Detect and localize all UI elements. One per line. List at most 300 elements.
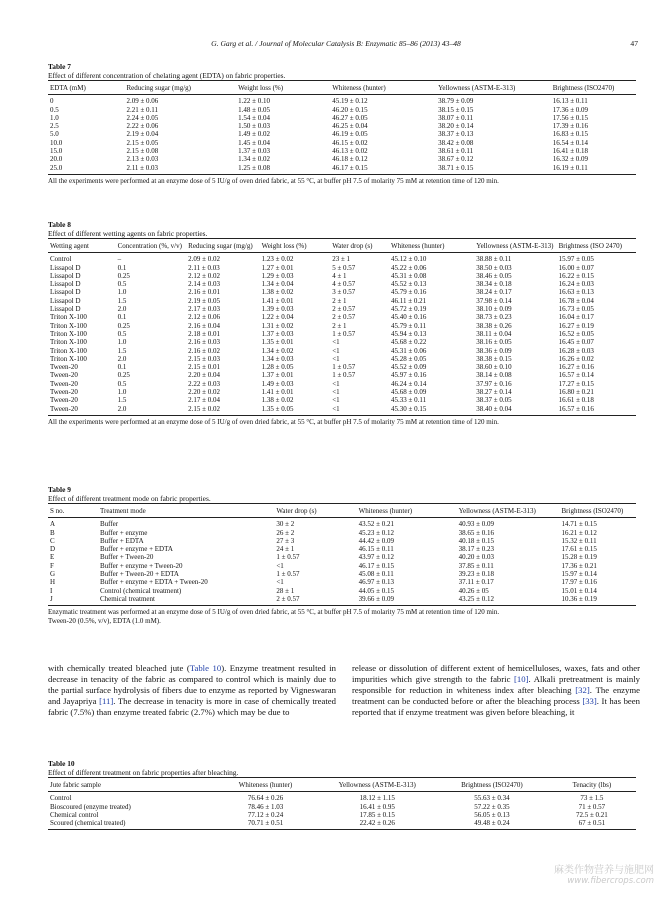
table-row bbox=[48, 803, 636, 811]
column-header: Yellowness (ASTM-E-313) bbox=[458, 507, 536, 515]
table-cell: 38.88 ± 0.11 bbox=[476, 255, 512, 264]
table-10 bbox=[48, 759, 636, 830]
body-text: ). Enzyme treatment resulted in decrease in tenacity of the fabric as compared to control which is mainly due to the partial surface hydrolysis of fibers due to enzyme as reported by Vigneswaran and Jayapriya bbox=[48, 663, 337, 707]
table-row bbox=[48, 819, 636, 830]
table-cell: 2.12 ± 0.06 bbox=[188, 313, 220, 322]
table-cell: 2.22 ± 0.03 bbox=[188, 379, 220, 388]
table-row bbox=[48, 322, 636, 330]
table-cell: 2.20 ± 0.02 bbox=[188, 388, 220, 397]
table-cell: 1 ± 0.57 bbox=[332, 329, 356, 338]
table-cell: 16.63 ± 0.13 bbox=[558, 288, 594, 297]
table-cell: 17.39 ± 0.16 bbox=[552, 122, 589, 131]
table-cell: 1.31 ± 0.02 bbox=[261, 321, 294, 330]
table-cell: <1 bbox=[332, 379, 340, 388]
citation-link[interactable]: [11] bbox=[99, 696, 114, 707]
table-cell: 1.5 bbox=[117, 296, 127, 305]
table-cell: Control bbox=[50, 255, 72, 264]
table-cell: 16.52 ± 0.05 bbox=[558, 329, 594, 338]
table-cell: 1.0 bbox=[117, 388, 127, 397]
table-cell: Triton X-100 bbox=[50, 321, 87, 330]
table-cell: Triton X-100 bbox=[50, 338, 87, 347]
table-footnote: All the experiments were performed at an enzyme dose of 5 IU/g of oven dried fabric, at 55 °C, at buffer pH 7.5 of molarity 75 mM at retention time of 120 min. bbox=[48, 417, 499, 426]
table-label: Table 7 bbox=[48, 62, 71, 71]
table-8 bbox=[48, 220, 636, 427]
table-cell: 2.15 ± 0.05 bbox=[126, 138, 159, 147]
table-cell: 0.1 bbox=[117, 363, 127, 372]
table-cell: 15.32 ± 0.11 bbox=[561, 536, 597, 545]
column-header: EDTA (mM) bbox=[50, 84, 86, 92]
table-cell: 24 ± 1 bbox=[276, 545, 295, 554]
table-label: Table 10 bbox=[48, 759, 75, 768]
table-cell: Control bbox=[50, 794, 72, 803]
table-cell: 38.65 ± 0.16 bbox=[458, 528, 494, 537]
table-cell: 46.15 ± 0.02 bbox=[332, 138, 368, 147]
header-row bbox=[48, 239, 636, 253]
table-cell: 45.23 ± 0.12 bbox=[358, 528, 395, 537]
table-cell: 45.31 ± 0.06 bbox=[391, 346, 427, 355]
table-cell: 43.97 ± 0.12 bbox=[358, 553, 395, 562]
column-header: Reducing sugar (mg/g) bbox=[188, 242, 253, 250]
table-cell: 10.36 ± 0.19 bbox=[561, 594, 597, 603]
body-text: with chemically treated bleached jute ( bbox=[48, 663, 190, 673]
table-cell: 5.0 bbox=[50, 130, 59, 139]
table-cell: 2.09 ± 0.02 bbox=[188, 255, 220, 264]
table-cell: 2.24 ± 0.05 bbox=[126, 113, 159, 122]
table-row bbox=[48, 288, 636, 296]
table-cell: F bbox=[50, 561, 54, 570]
table-cell: 46.11 ± 0.21 bbox=[391, 296, 427, 305]
table-cell: I bbox=[50, 586, 53, 595]
table-cell: <1 bbox=[332, 346, 340, 355]
table-row bbox=[48, 529, 636, 537]
table-cell: 1.35 ± 0.01 bbox=[261, 338, 294, 347]
table-cell: 16.27 ± 0.16 bbox=[558, 363, 594, 372]
table-cell: Buffer + EDTA bbox=[99, 536, 144, 545]
column-header: Wetting agent bbox=[50, 242, 89, 250]
table-cell: 2.18 ± 0.01 bbox=[188, 329, 220, 338]
table-cell: 16.32 ± 0.09 bbox=[552, 155, 589, 164]
table-cell: 2.15 ± 0.08 bbox=[126, 147, 159, 156]
table-cell: 2.17 ± 0.04 bbox=[188, 396, 220, 405]
header-row bbox=[48, 504, 636, 518]
running-header: G. Garg et al. / Journal of Molecular Catalysis B: Enzymatic 85–86 (2013) 43–48 bbox=[211, 39, 461, 48]
column-header: Brightness (ISO2470) bbox=[561, 507, 624, 515]
table-cell: 38.61 ± 0.11 bbox=[438, 147, 474, 156]
table-cell: 15.28 ± 0.19 bbox=[561, 553, 597, 562]
table-cell: 1.49 ± 0.02 bbox=[238, 130, 270, 139]
table-cell: 3 ± 0.57 bbox=[332, 288, 356, 297]
table-cell: 37.97 ± 0.16 bbox=[476, 379, 512, 388]
table-cell: 1.22 ± 0.10 bbox=[238, 97, 270, 106]
table-cell: 1 ± 0.57 bbox=[332, 371, 356, 380]
table-cell: 57.22 ± 0.35 bbox=[474, 802, 510, 811]
table-cell: 38.36 ± 0.09 bbox=[476, 346, 512, 355]
table-cell: 14.71 ± 0.15 bbox=[561, 520, 597, 529]
table-cell: 46.27 ± 0.05 bbox=[332, 113, 368, 122]
table-cell: 2.22 ± 0.06 bbox=[126, 122, 159, 131]
table-cell: Buffer + enzyme + EDTA bbox=[99, 545, 173, 554]
data-table bbox=[48, 80, 636, 175]
table-cell: 2.19 ± 0.05 bbox=[188, 296, 220, 305]
page-header bbox=[0, 39, 672, 51]
table-cell: 15.97 ± 0.14 bbox=[561, 570, 597, 579]
table-cell: Lissapol D bbox=[50, 288, 81, 297]
column-header: Concentration (%, v/v) bbox=[117, 242, 182, 250]
table-cell: 56.05 ± 0.13 bbox=[474, 810, 510, 819]
table-cell: Triton X-100 bbox=[50, 329, 87, 338]
table-row bbox=[48, 130, 636, 138]
table-cell: 16.24 ± 0.03 bbox=[558, 280, 594, 289]
table-cell: 45.33 ± 0.11 bbox=[391, 396, 427, 405]
table-cell: 16.00 ± 0.07 bbox=[558, 263, 594, 272]
table-cell: 0.5 bbox=[117, 329, 127, 338]
table-cell: 70.71 ± 0.51 bbox=[247, 819, 284, 828]
table-row bbox=[48, 338, 636, 346]
table-cell: Lissapol D bbox=[50, 305, 81, 314]
table-cell: 1 ± 0.57 bbox=[276, 553, 300, 562]
table-cell: 16.19 ± 0.11 bbox=[552, 163, 588, 172]
table-cell: 2.13 ± 0.03 bbox=[126, 155, 159, 164]
table-cell: 73 ± 1.5 bbox=[580, 794, 604, 803]
table-cell: 25.0 bbox=[50, 163, 63, 172]
citation-link[interactable]: [33] bbox=[582, 696, 597, 707]
table-cell: 45.68 ± 0.09 bbox=[391, 388, 427, 397]
table-cell: 46.25 ± 0.04 bbox=[332, 122, 368, 131]
body-text-left-column bbox=[48, 663, 336, 718]
table-row bbox=[48, 587, 636, 595]
table-cell: 2.15 ± 0.01 bbox=[188, 363, 220, 372]
table-footnote: Enzymatic treatment was performed at an enzyme dose of 5 IU/g of oven dried fabric, at 55 °C, at buffer pH 7.5 of molarity 75 mM at retention time of 120 min. bbox=[48, 608, 500, 617]
column-header: Brightness (ISO2470) bbox=[552, 84, 615, 92]
table-cell: 2.16 ± 0.04 bbox=[188, 321, 220, 330]
table-cell: 0.5 bbox=[50, 105, 59, 114]
column-header: Whiteness (hunter) bbox=[238, 781, 293, 789]
table-cell: 16.04 ± 0.17 bbox=[558, 313, 594, 322]
table-cell: 18.12 ± 1.15 bbox=[359, 794, 395, 803]
table-cell: Scoured (chemical treated) bbox=[50, 819, 126, 828]
body-text: . It has been reported that if enzyme treatment was given before bleaching, it bbox=[352, 696, 640, 718]
table-cell: 38.07 ± 0.11 bbox=[438, 113, 474, 122]
table-cell: Lissapol D bbox=[50, 280, 81, 289]
table-cell: 2.0 bbox=[117, 354, 127, 363]
table-cell: 2.15 ± 0.03 bbox=[188, 354, 220, 363]
table-cell: 5 ± 0.57 bbox=[332, 263, 356, 272]
table-footnote: All the experiments were performed at an enzyme dose of 5 IU/g of oven dried fabric, at 55 °C, at buffer pH 7.5 of molarity 75 mM at retention time of 120 min. bbox=[48, 176, 499, 185]
table-row bbox=[48, 553, 636, 561]
data-table bbox=[48, 238, 636, 416]
table-cell: 16.54 ± 0.14 bbox=[552, 138, 589, 147]
table-cell: 67 ± 0.51 bbox=[578, 819, 606, 828]
table-cell: 37.98 ± 0.14 bbox=[476, 296, 512, 305]
table-cell: 38.27 ± 0.14 bbox=[476, 388, 512, 397]
table-cell: <1 bbox=[332, 338, 340, 347]
table-cell: Bioscoured (enzyme treated) bbox=[50, 802, 131, 811]
table-cell: 0.1 bbox=[117, 313, 127, 322]
table-row bbox=[48, 545, 636, 553]
table-row bbox=[48, 562, 636, 570]
table-cell: 26 ± 2 bbox=[276, 528, 295, 537]
citation-link[interactable]: [10] bbox=[514, 674, 529, 685]
table-cell: 0.25 bbox=[117, 371, 130, 380]
table-row bbox=[48, 164, 636, 175]
body-text-right-column bbox=[352, 663, 640, 718]
table-7 bbox=[48, 62, 636, 186]
table-cell: 1.29 ± 0.03 bbox=[261, 271, 294, 280]
table-row bbox=[48, 297, 636, 305]
table-cell: 38.37 ± 0.13 bbox=[438, 130, 474, 139]
table-cell: 45.79 ± 0.16 bbox=[391, 288, 427, 297]
table-cell: 17.85 ± 0.15 bbox=[359, 810, 395, 819]
table-cell: 16.57 ± 0.16 bbox=[558, 404, 594, 413]
table-row bbox=[48, 147, 636, 155]
table-row bbox=[48, 570, 636, 578]
table-cell: 15.01 ± 0.14 bbox=[561, 586, 597, 595]
table-row bbox=[48, 578, 636, 586]
table-cell: 2.14 ± 0.03 bbox=[188, 280, 220, 289]
table-cell: 38.15 ± 0.15 bbox=[438, 105, 474, 114]
table-cell: 1.25 ± 0.08 bbox=[238, 163, 270, 172]
table-cell: 2.15 ± 0.02 bbox=[188, 404, 220, 413]
table-caption: Effect of different concentration of chelating agent (EDTA) on fabric properties. bbox=[48, 71, 286, 80]
table-label: Table 8 bbox=[48, 220, 71, 229]
table-cell: 1.35 ± 0.05 bbox=[261, 404, 294, 413]
table-row bbox=[48, 347, 636, 355]
table-cell: 16.41 ± 0.18 bbox=[552, 147, 589, 156]
table-row bbox=[48, 155, 636, 163]
table-cell: <1 bbox=[332, 396, 340, 405]
table-cell: 2.17 ± 0.03 bbox=[188, 305, 220, 314]
table-cell: 1.37 ± 0.01 bbox=[261, 371, 294, 380]
table-cell: G bbox=[50, 570, 56, 579]
table-cell: 27 ± 3 bbox=[276, 536, 295, 545]
table-cell: 1.34 ± 0.04 bbox=[261, 280, 294, 289]
table-row bbox=[48, 330, 636, 338]
table-cell: 38.71 ± 0.15 bbox=[438, 163, 474, 172]
column-header: Yellowness (ASTM-E-313) bbox=[476, 242, 554, 250]
table-cell: 38.14 ± 0.08 bbox=[476, 371, 512, 380]
table-cell: 16.27 ± 0.19 bbox=[558, 321, 594, 330]
table-cell: Buffer + Tween-20 bbox=[99, 553, 154, 562]
column-header: Brightness (ISO 2470) bbox=[558, 242, 622, 250]
table-cell: C bbox=[50, 536, 55, 545]
citation-link[interactable]: [32] bbox=[575, 685, 590, 696]
table-cell: 46.15 ± 0.11 bbox=[358, 545, 394, 554]
table-cell: 1.27 ± 0.01 bbox=[261, 263, 294, 272]
table-cell: 28 ± 1 bbox=[276, 586, 295, 595]
table-cell: 17.27 ± 0.15 bbox=[558, 379, 594, 388]
table-cell: Triton X-100 bbox=[50, 313, 87, 322]
table-cell: 38.24 ± 0.17 bbox=[476, 288, 512, 297]
table-cell: 1.38 ± 0.02 bbox=[261, 396, 294, 405]
table-cell: 37.85 ± 0.11 bbox=[458, 561, 494, 570]
table-cell: 55.63 ± 0.34 bbox=[474, 794, 510, 803]
table-row bbox=[48, 106, 636, 114]
table-footnote-2: Tween-20 (0.5%, v/v), EDTA (1.0 mM). bbox=[48, 616, 161, 625]
table-cell: 4 ± 1 bbox=[332, 271, 347, 280]
table-cell: 38.60 ± 0.10 bbox=[476, 363, 512, 372]
table-cell: 16.80 ± 0.21 bbox=[558, 388, 594, 397]
table-cell: 43.25 ± 0.12 bbox=[458, 594, 494, 603]
table-cell: E bbox=[50, 553, 55, 562]
table-cell: 17.56 ± 0.15 bbox=[552, 113, 589, 122]
table-cell: 46.97 ± 0.13 bbox=[358, 578, 395, 587]
table-row bbox=[48, 405, 636, 416]
table-cell: 10.0 bbox=[50, 138, 63, 147]
table-cell: 45.52 ± 0.13 bbox=[391, 280, 427, 289]
table-cell: 2 ± 0.57 bbox=[332, 313, 356, 322]
table-cell: 38.11 ± 0.04 bbox=[476, 329, 512, 338]
table-cell: 0 bbox=[50, 97, 54, 106]
table-cell: 2 ± 0.57 bbox=[332, 305, 356, 314]
table-cell: 2.19 ± 0.04 bbox=[126, 130, 159, 139]
table-cell: Buffer + enzyme + EDTA + Tween-20 bbox=[99, 578, 208, 587]
table-cell: 30 ± 2 bbox=[276, 520, 295, 529]
table-cell: 45.08 ± 0.11 bbox=[358, 570, 394, 579]
table-cell: 46.17 ± 0.15 bbox=[358, 561, 395, 570]
column-header: Treatment mode bbox=[99, 507, 146, 515]
table-cell: Tween-20 bbox=[50, 371, 78, 380]
table-row bbox=[48, 355, 636, 363]
table-cell: A bbox=[50, 520, 56, 529]
table-cell: D bbox=[50, 545, 56, 554]
table-caption: Effect of different treatment on fabric properties after bleaching. bbox=[48, 768, 239, 777]
table-cell: <1 bbox=[332, 354, 340, 363]
table-row bbox=[48, 371, 636, 379]
table-cell: 1 ± 0.57 bbox=[276, 570, 300, 579]
table-row bbox=[48, 388, 636, 396]
table-cell: 45.52 ± 0.09 bbox=[391, 363, 427, 372]
table-cell: 40.26 ± 05 bbox=[458, 586, 489, 595]
column-header: Weight loss (%) bbox=[238, 84, 284, 92]
table-cell: 43.52 ± 0.21 bbox=[358, 520, 395, 529]
table-cell: 0.5 bbox=[117, 280, 127, 289]
table-row bbox=[48, 280, 636, 288]
column-header: Whiteness (hunter) bbox=[332, 84, 386, 92]
table-cell: 45.31 ± 0.08 bbox=[391, 271, 427, 280]
table-cell: J bbox=[50, 594, 53, 603]
table-cell: 71 ± 0.57 bbox=[578, 802, 606, 811]
table-cell: 72.5 ± 0.21 bbox=[575, 810, 608, 819]
table-cell: 1.45 ± 0.04 bbox=[238, 138, 270, 147]
table-cell: 38.16 ± 0.05 bbox=[476, 338, 512, 347]
body-text: release or dissolution of different extent of hemicelluloses, waxes, fats and other impurities which give strength to the fabric bbox=[352, 663, 640, 685]
table-cell: 2.16 ± 0.03 bbox=[188, 338, 220, 347]
table-9 bbox=[48, 485, 636, 625]
table-cell: <1 bbox=[276, 578, 284, 587]
table-cell: 17.61 ± 0.15 bbox=[561, 545, 597, 554]
table-row bbox=[48, 518, 636, 529]
table-cell: B bbox=[50, 528, 55, 537]
table-cell: 1.0 bbox=[117, 338, 127, 347]
table-cell: 2.16 ± 0.02 bbox=[188, 346, 220, 355]
column-header: S no. bbox=[50, 507, 65, 515]
table-row bbox=[48, 305, 636, 313]
table-cell: 2.16 ± 0.01 bbox=[188, 288, 220, 297]
table-cell: 38.73 ± 0.23 bbox=[476, 313, 512, 322]
column-header: Whiteness (hunter) bbox=[391, 242, 445, 250]
table-cell: 2.0 bbox=[117, 305, 127, 314]
table-cell: 17.36 ± 0.21 bbox=[561, 561, 597, 570]
table-cell: Tween-20 bbox=[50, 396, 78, 405]
body-text: . Alkali pretreatment is mainly responsible for reduction in whiteness index after bleaching bbox=[352, 674, 640, 696]
table-cell: 45.30 ± 0.15 bbox=[391, 404, 427, 413]
table-cell: 2.0 bbox=[117, 404, 127, 413]
table-cell: 17.97 ± 0.16 bbox=[561, 578, 597, 587]
column-header: Brightness (ISO2470) bbox=[461, 781, 523, 789]
watermark-logo-text: 麻类作物营养与施肥网 bbox=[554, 865, 654, 876]
table-cell: 4 ± 0.57 bbox=[332, 280, 356, 289]
table-cell: 46.19 ± 0.05 bbox=[332, 130, 368, 139]
table-cell: 45.12 ± 0.10 bbox=[391, 255, 427, 264]
table-cell: 1.50 ± 0.03 bbox=[238, 122, 270, 131]
column-header: Tenacity (lbs) bbox=[572, 781, 612, 789]
table-cell: 45.22 ± 0.06 bbox=[391, 263, 427, 272]
table-cell: 1.39 ± 0.03 bbox=[261, 305, 294, 314]
table-cell: 2.12 ± 0.02 bbox=[188, 271, 220, 280]
table-cell: Control (chemical treatment) bbox=[99, 586, 182, 595]
table-cell: <1 bbox=[332, 404, 340, 413]
column-header: Water drop (s) bbox=[276, 507, 317, 515]
table-cell: 78.46 ± 1.03 bbox=[247, 802, 284, 811]
table-cell: 46.20 ± 0.15 bbox=[332, 105, 368, 114]
table-cell: 38.17 ± 0.23 bbox=[458, 545, 494, 554]
table-cell: 16.57 ± 0.14 bbox=[558, 371, 594, 380]
table-cell: 16.73 ± 0.05 bbox=[558, 305, 594, 314]
table-cell: 2 ± 0.57 bbox=[276, 594, 300, 603]
table-cell: 1.41 ± 0.01 bbox=[261, 296, 294, 305]
table-cell: 2 ± 1 bbox=[332, 296, 347, 305]
table-cell: 45.79 ± 0.11 bbox=[391, 321, 427, 330]
table-cell: 16.78 ± 0.04 bbox=[558, 296, 594, 305]
table-cell: 1.28 ± 0.05 bbox=[261, 363, 294, 372]
table-cell: 1.37 ± 0.03 bbox=[261, 329, 294, 338]
table-cell: 1 ± 0.57 bbox=[332, 363, 356, 372]
table-cell: 2.11 ± 0.03 bbox=[188, 263, 220, 272]
column-header: Reducing sugar (mg/g) bbox=[126, 84, 191, 92]
table-cell: 44.05 ± 0.15 bbox=[358, 586, 395, 595]
table-cell: Buffer + enzyme + Tween-20 bbox=[99, 561, 183, 570]
table-row bbox=[48, 95, 636, 106]
table-cell: 40.20 ± 0.03 bbox=[458, 553, 494, 562]
table-cell: 2.20 ± 0.04 bbox=[188, 371, 220, 380]
table-cell: 45.97 ± 0.16 bbox=[391, 371, 427, 380]
table-cell: Tween-20 bbox=[50, 363, 78, 372]
table-cell: 45.94 ± 0.13 bbox=[391, 329, 427, 338]
table-cell: Tween-20 bbox=[50, 404, 78, 413]
table-cell: 22.42 ± 0.26 bbox=[359, 819, 395, 828]
table-cell: 46.13 ± 0.02 bbox=[332, 147, 368, 156]
body-text: . The enzyme treatment can be conducted before or after the bleaching process bbox=[352, 685, 640, 707]
table-cell: 2.09 ± 0.06 bbox=[126, 97, 159, 106]
table-cell: 39.23 ± 0.18 bbox=[458, 570, 494, 579]
table-row bbox=[48, 363, 636, 371]
table-cell: Triton X-100 bbox=[50, 346, 87, 355]
table-cell: 0.25 bbox=[117, 321, 130, 330]
table-caption: Effect of different wetting agents on fabric properties. bbox=[48, 229, 208, 238]
table-cell: 45.40 ± 0.16 bbox=[391, 313, 427, 322]
table-caption: Effect of different treatment mode on fabric properties. bbox=[48, 494, 211, 503]
table-cell: 16.21 ± 0.12 bbox=[561, 528, 597, 537]
body-text: . The decrease in tenacity is more in case of chemically treated fabric (7.5%) than enzyme treated fabric (2.7%) which may be due to bbox=[48, 696, 336, 718]
table-cell: 38.10 ± 0.09 bbox=[476, 305, 512, 314]
table-cell: Triton X-100 bbox=[50, 354, 87, 363]
table-cell: 46.24 ± 0.14 bbox=[391, 379, 427, 388]
table-cell: 16.45 ± 0.07 bbox=[558, 338, 594, 347]
table-cell: Tween-20 bbox=[50, 379, 78, 388]
table-reference-link[interactable]: Table 10 bbox=[189, 663, 222, 673]
table-cell: 1.34 ± 0.02 bbox=[238, 155, 270, 164]
table-row bbox=[48, 811, 636, 819]
